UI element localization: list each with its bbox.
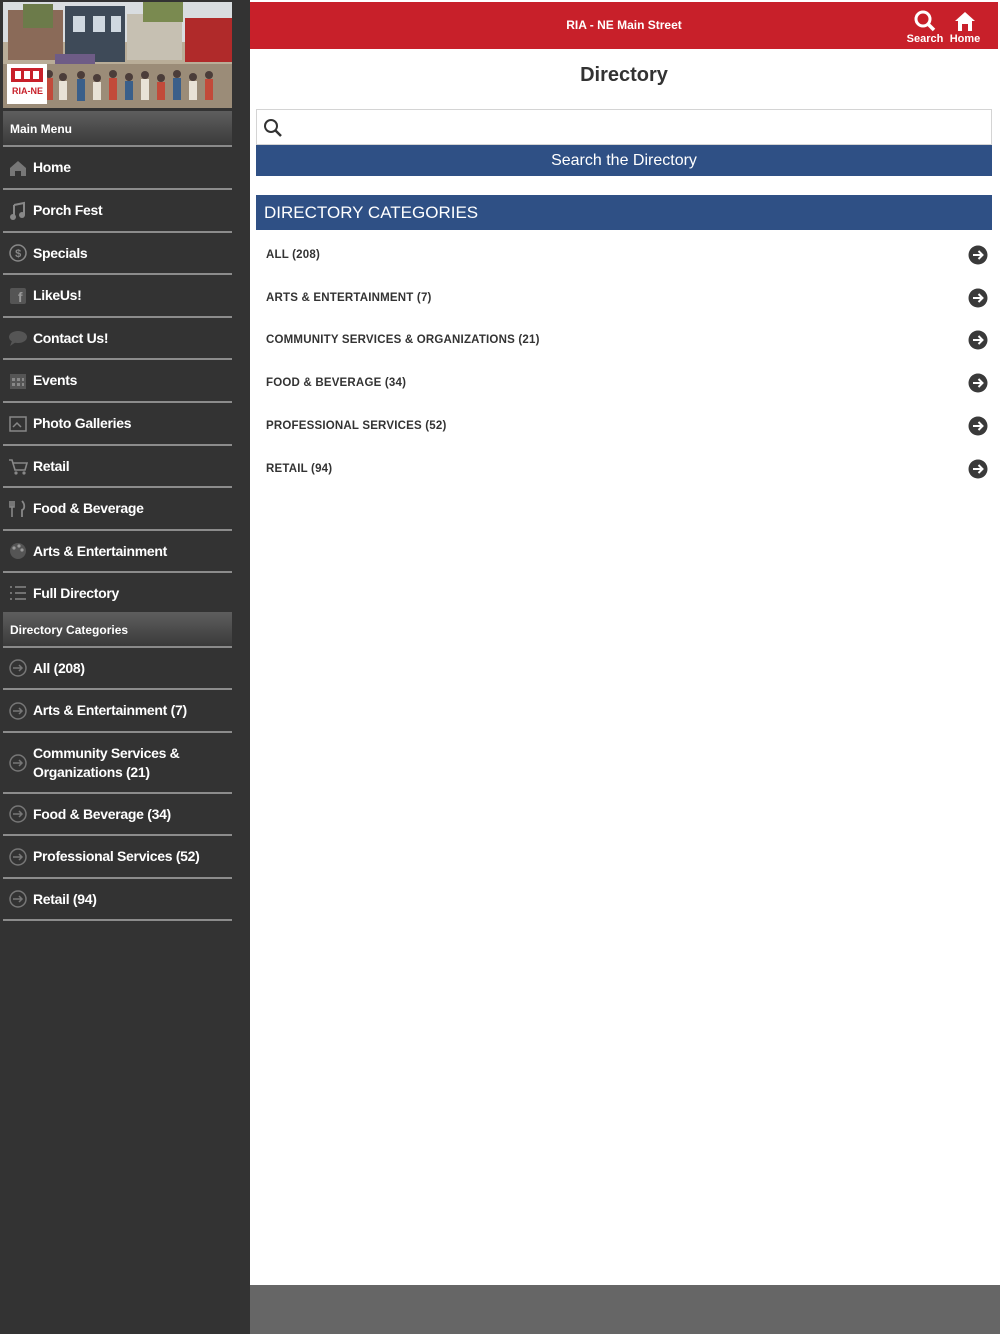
sidebar-item-specials[interactable] (3, 233, 232, 275)
page-title: Directory (580, 64, 668, 86)
calendar-icon (7, 371, 29, 391)
sidebar-category-retail[interactable] (3, 879, 232, 921)
list-icon (7, 583, 29, 603)
directory-search-field[interactable] (256, 109, 992, 145)
sidebar-item-label: Porch Fest (33, 202, 103, 218)
category-label: FOOD & BEVERAGE (34) (266, 377, 407, 389)
arrow-circle-icon (7, 847, 29, 867)
sidebar-item-arts-entertainment[interactable] (3, 531, 232, 573)
sidebar-item-food-beverage[interactable] (3, 488, 232, 531)
sidebar-category-arts-entertainment[interactable] (3, 690, 232, 733)
cart-icon (7, 456, 29, 476)
sidebar-item-retail[interactable] (3, 446, 232, 488)
arrow-right-circle-icon (968, 245, 988, 265)
sidebar-item-label: Retail (33, 457, 70, 474)
arrow-circle-icon (7, 701, 29, 721)
svg-text:$: $ (15, 248, 21, 260)
main-content (250, 0, 1000, 1334)
sidebar-item-label: Contact Us! (33, 329, 109, 346)
arrow-circle-icon (7, 889, 29, 909)
palette-icon (7, 541, 29, 561)
arrow-right-circle-icon (968, 330, 988, 350)
sidebar-item-label: Full Directory (33, 584, 120, 601)
sidebar-item-label: Retail (94) (33, 890, 97, 907)
home-icon (7, 158, 29, 178)
category-label: ARTS & ENTERTAINMENT (7) (266, 292, 432, 304)
category-row-professional-services[interactable] (256, 405, 992, 447)
svg-text:f: f (17, 288, 23, 305)
sidebar-item-contact-us[interactable] (3, 318, 232, 360)
sidebar-category-food-beverage[interactable] (3, 794, 232, 836)
search-button[interactable] (905, 10, 945, 46)
sidebar-item-label: All (208) (33, 659, 85, 676)
directory-categories-heading: DIRECTORY CATEGORIES (256, 195, 992, 230)
arrow-circle-icon (7, 753, 29, 773)
footer-bar (250, 1285, 1000, 1334)
category-label: ALL (208) (266, 249, 320, 261)
sidebar-item-events[interactable] (3, 360, 232, 403)
home-button-label: Home (949, 33, 981, 45)
search-directory-button[interactable]: Search the Directory (256, 145, 992, 176)
category-row-retail[interactable] (256, 448, 992, 490)
arrow-right-circle-icon (968, 373, 988, 393)
category-label: RETAIL (94) (266, 463, 333, 475)
arrow-right-circle-icon (968, 288, 988, 308)
sidebar-item-likeus[interactable] (3, 275, 232, 318)
hero-banner-image (3, 2, 232, 108)
main-menu-heading: Main Menu (3, 111, 232, 147)
sidebar-category-all[interactable] (3, 648, 232, 690)
top-bar (250, 2, 998, 49)
sidebar-item-full-directory[interactable] (3, 573, 232, 615)
directory-search-input[interactable] (291, 110, 985, 146)
arrow-right-circle-icon (968, 459, 988, 479)
arrow-circle-icon (7, 804, 29, 824)
sidebar-item-porch-fest[interactable] (3, 190, 232, 233)
category-row-food-beverage[interactable] (256, 362, 992, 404)
home-icon (953, 10, 977, 32)
sidebar-item-label: Specials (33, 244, 88, 261)
sidebar-item-label: LikeUs! (33, 287, 82, 303)
sidebar-item-label: Events (33, 372, 78, 388)
facebook-icon (7, 286, 29, 306)
sidebar-category-community-services[interactable] (3, 733, 232, 794)
sidebar-item-photo-galleries[interactable] (3, 403, 232, 446)
sidebar-item-label: Professional Services (52) (33, 848, 200, 864)
sidebar-item-label: Home (33, 159, 71, 175)
sidebar-item-label: Arts & Entertainment (7) (33, 702, 187, 718)
sidebar-category-professional-services[interactable] (3, 836, 232, 879)
fork-knife-icon (7, 499, 29, 519)
sidebar (0, 0, 250, 1334)
search-button-label: Search (906, 33, 944, 45)
chat-bubble-icon (7, 328, 29, 348)
arrow-right-circle-icon (968, 416, 988, 436)
directory-categories-heading: Directory Categories (3, 612, 232, 648)
category-label: COMMUNITY SERVICES & ORGANIZATIONS (21) (266, 334, 540, 346)
hero-logo-text: RIA-NE (12, 86, 43, 96)
sidebar-item-home[interactable] (3, 147, 232, 190)
music-note-icon (7, 201, 29, 221)
sidebar-item-label: Food & Beverage (33, 500, 144, 516)
search-icon (263, 118, 283, 138)
category-row-arts-entertainment[interactable] (256, 277, 992, 319)
arrow-circle-icon (7, 658, 29, 678)
sidebar-item-label: Community Services & Organizations (21) (33, 744, 180, 780)
category-row-all[interactable] (256, 234, 992, 276)
search-icon (913, 10, 937, 32)
category-label: PROFESSIONAL SERVICES (52) (266, 420, 447, 432)
dollar-icon (7, 243, 29, 263)
sidebar-item-label: Arts & Entertainment (33, 542, 168, 559)
home-button[interactable] (945, 10, 985, 46)
image-icon (7, 414, 29, 434)
app-title: RIA - NE Main Street (566, 18, 682, 32)
sidebar-item-label: Food & Beverage (34) (33, 805, 171, 822)
sidebar-item-label: Photo Galleries (33, 415, 132, 431)
category-row-community-services[interactable] (256, 319, 992, 361)
